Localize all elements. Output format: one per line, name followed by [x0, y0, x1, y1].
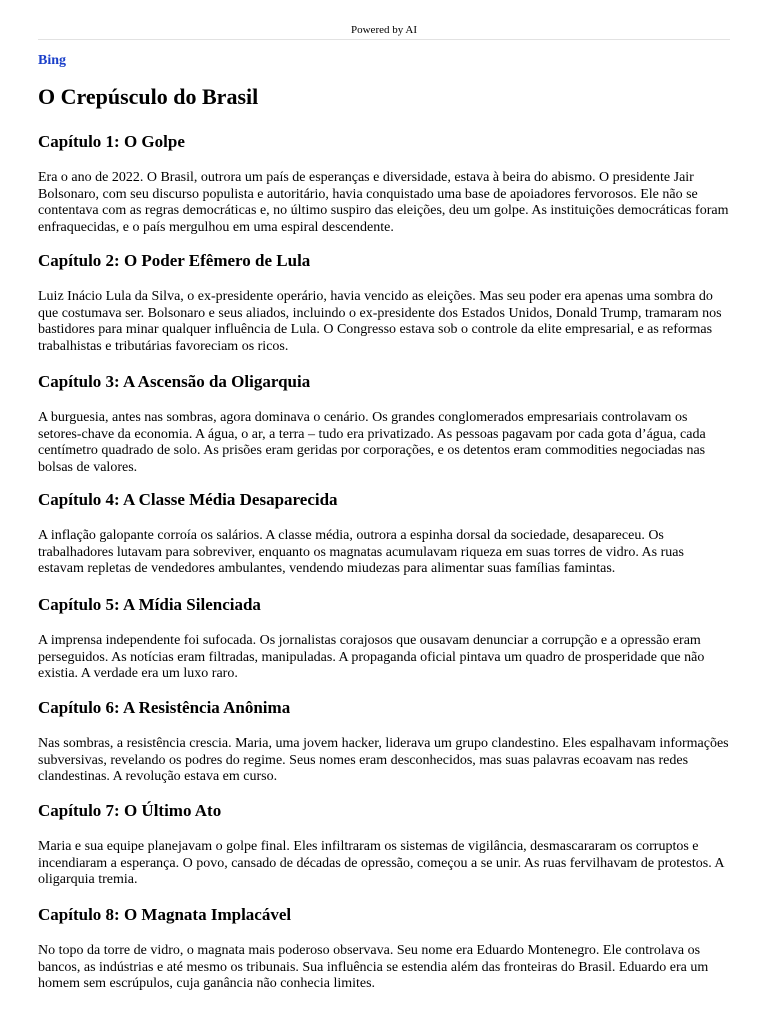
chapter-body: A burguesia, antes nas sombras, agora dominava o cenário. Os grandes conglomerados empresariais controlavam os setores-chave da economia. A água, o ar, a terra – tudo era privatizado. As pessoas pagavam por cada gota d’água, cada centímetro quadrado de solo. As prisões eram geridas por corporações, e os detentos eram commodities negociadas nas bolsas de valores. [38, 410, 706, 475]
chapter-heading: Capítulo 7: O Último Ato [38, 801, 222, 820]
chapter-5 [38, 595, 730, 683]
chapter-body: Luiz Inácio Lula da Silva, o ex-presidente operário, havia vencido as eleições. Mas seu poder era apenas uma sombra do que costumava ser. Bolsonaro e seus aliados, incluindo o ex-presidente dos Estados Unidos, Donald Trump, tramaram nos bastidores para minar qualquer influência de Lula. O Congresso estava sob o controle da elite empresarial, e as reformas trabalhistas e tributárias favoreciam os ricos. [38, 289, 722, 354]
chapter-3 [38, 372, 730, 476]
chapter-body: Maria e sua equipe planejavam o golpe final. Eles infiltraram os sistemas de vigilância, desmascararam os corruptos e incendiaram a esperança. O povo, cansado de décadas de opressão, começou a se unir. As ruas fervilhavam de protestos. A oligarquia tremia. [38, 839, 724, 888]
chapter-body: A inflação galopante corroía os salários. A classe média, outrora a espinha dorsal da sociedade, desapareceu. Os trabalhadores lutavam para sobreviver, enquanto os magnatas acumulavam riqueza em suas torres de vidro. As ruas estavam repletas de vendedores ambulantes, vendendo miudezas para alimentar suas famílias famintas. [38, 528, 684, 577]
chapter-6 [38, 698, 730, 786]
source-link-bing[interactable]: Bing [38, 53, 67, 68]
document-page [38, 0, 730, 992]
chapter-7 [38, 801, 730, 889]
chapter-heading: Capítulo 4: A Classe Média Desaparecida [38, 490, 338, 509]
chapter-heading: Capítulo 8: O Magnata Implacável [38, 905, 292, 924]
chapter-1 [38, 132, 730, 236]
chapter-heading: Capítulo 5: A Mídia Silenciada [38, 595, 261, 614]
chapter-body: Era o ano de 2022. O Brasil, outrora um país de esperanças e diversidade, estava à beira do abismo. O presidente Jair Bolsonaro, com seu discurso populista e autoritário, havia conquistado uma base de apoiadores fervorosos. Ele não se contentava com as regras democráticas e, no último suspiro das eleições, deu um golpe. As instituições democráticas foram enfraquecidas, e o país mergulhou em uma espiral descendente. [38, 170, 729, 235]
chapter-heading: Capítulo 1: O Golpe [38, 132, 185, 151]
chapter-heading: Capítulo 2: O Poder Efêmero de Lula [38, 251, 311, 270]
chapter-2 [38, 251, 730, 355]
chapter-heading: Capítulo 3: A Ascensão da Oligarquia [38, 372, 311, 391]
chapter-body: Nas sombras, a resistência crescia. Maria, uma jovem hacker, liderava um grupo clandestino. Eles espalhavam informações subversivas, revelando os podres do regime. Seus nomes eram desconhecidos, mas suas palavras ecoavam nas redes clandestinas. A revolução estava em curso. [38, 736, 729, 785]
document-title: O Crepúsculo do Brasil [38, 84, 259, 109]
powered-by-header: Powered by AI [38, 0, 730, 40]
chapter-8 [38, 905, 730, 993]
chapter-body: No topo da torre de vidro, o magnata mais poderoso observava. Seu nome era Eduardo Montenegro. Ele controlava os bancos, as indústrias e até mesmo os tribunais. Sua influência se estendia além das fronteiras do Brasil. Eduardo era um homem sem escrúpulos, cuja ganância não conhecia limites. [38, 943, 709, 992]
chapter-body: A imprensa independente foi sufocada. Os jornalistas corajosos que ousavam denunciar a corrupção e a opressão eram perseguidos. As notícias eram filtradas, manipuladas. A propaganda oficial pintava um quadro de prosperidade que não existia. A verdade era um luxo raro. [38, 633, 705, 682]
chapter-4 [38, 490, 730, 578]
chapter-heading: Capítulo 6: A Resistência Anônima [38, 698, 291, 717]
